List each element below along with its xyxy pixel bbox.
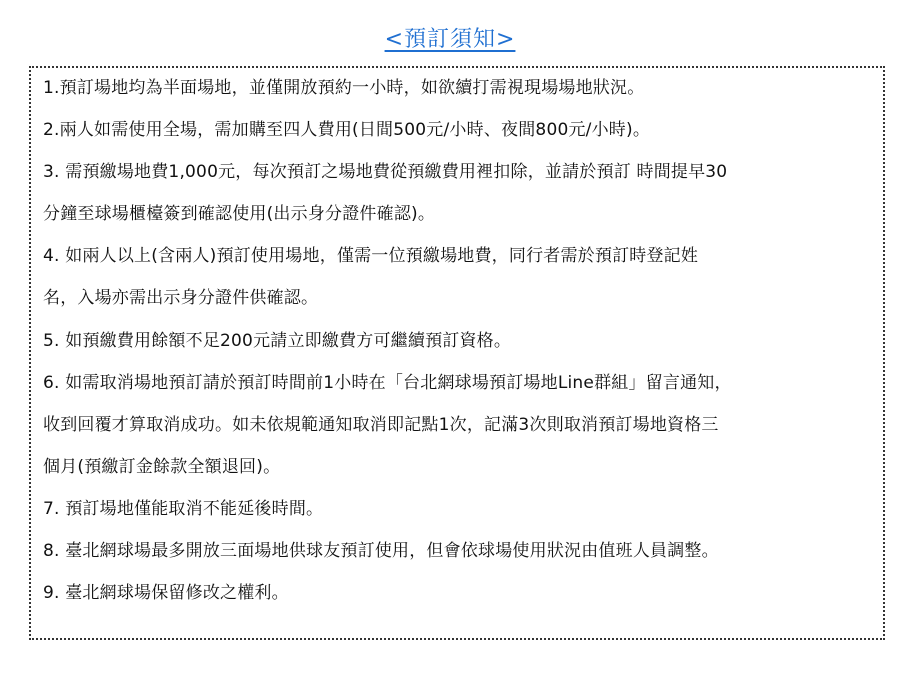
notice-line: 5. 如預繳費用餘額不足200元請立即繳費方可繼續預訂資格。 (43, 330, 512, 351)
notice-line: 4. 如兩人以上(含兩人)預訂使用場地，僅需一位預繳場地費，同行者需於預訂時登記姓 (43, 246, 699, 267)
notice-list (43, 78, 873, 603)
notice-line: 分鐘至球場櫃檯簽到確認使用(出示身分證件確認)。 (43, 204, 436, 225)
notice-line: 收到回覆才算取消成功。如未依規範通知取消即記點1次，記滿3次則取消預訂場地資格三 (43, 414, 719, 435)
notice-line: 6. 如需取消場地預訂請於預訂時間前1小時在「台北網球場預訂場地Line群組」留言通知， (43, 372, 732, 393)
notice-box (29, 66, 885, 640)
notice-line: 8. 臺北網球場最多開放三面場地供球友預訂使用，但會依球場使用狀況由值班人員調整。 (43, 541, 719, 562)
notice-line: 9. 臺北網球場保留修改之權利。 (43, 583, 289, 604)
notice-line: 7. 預訂場地僅能取消不能延後時間。 (43, 498, 324, 519)
page-title: <預訂須知> (384, 27, 516, 52)
notice-line: 1.預訂場地均為半面場地，並僅開放預約一小時，如欲續打需視現場場地狀況。 (43, 78, 645, 98)
notice-line: 2.兩人如需使用全場，需加購至四人費用(日間500元/小時、夜間800元/小時)。 (43, 120, 651, 141)
notice-line: 個月(預繳訂金餘款全額退回)。 (43, 456, 281, 477)
notice-line: 3. 需預繳場地費1,000元，每次預訂之場地費從預繳費用裡扣除，並請於預訂 時間提早30 (43, 162, 728, 183)
notice-line: 名，入場亦需出示身分證件供確認。 (43, 288, 319, 309)
